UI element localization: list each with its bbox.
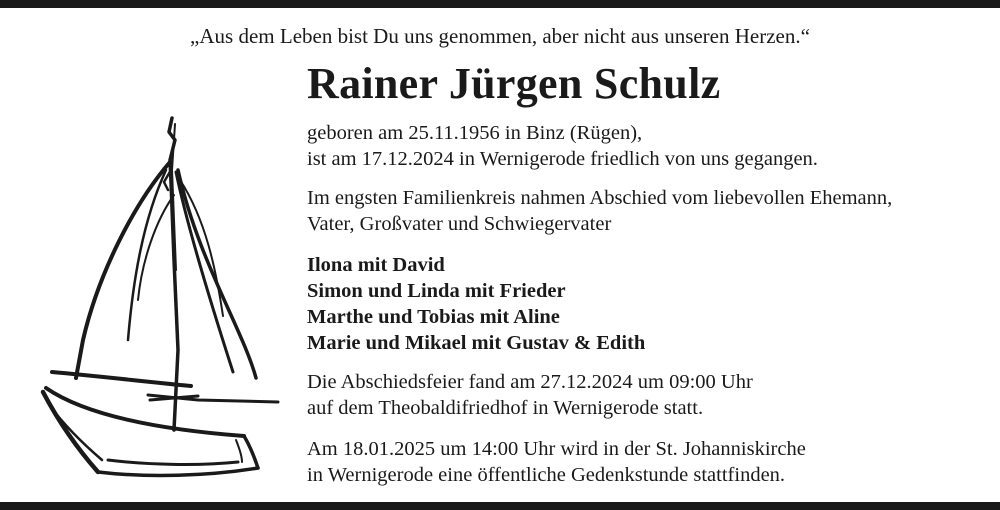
ceremony-line: auf dem Theobaldifriedhof in Wernigerode statt. [307,397,704,419]
mourner-entry: Simon und Linda mit Frieder [307,280,566,302]
ceremony-info [307,369,753,421]
farewell-text [307,185,892,237]
memorial-info [307,436,806,488]
mourners-list [307,252,645,356]
life-dates [307,120,818,172]
memorial-line: Am 18.01.2025 um 14:00 Uhr wird in der St. Johanniskirche [307,438,806,460]
farewell-line: Im engsten Familienkreis nahmen Abschied vom liebevollen Ehemann, [307,187,893,209]
death-line: ist am 17.12.2024 in Wernigerode friedlich von uns gegangen. [307,148,818,170]
sailboat-sketch-icon [38,110,288,485]
birth-line: geboren am 25.11.1956 in Binz (Rügen), [307,122,643,144]
memorial-quote: „Aus dem Leben bist Du uns genommen, aber nicht aus unseren Herzen.“ [190,24,810,48]
mourner-entry: Marie und Mikael mit Gustav & Edith [307,332,646,354]
ceremony-line: Die Abschiedsfeier fand am 27.12.2024 um 09:00 Uhr [307,371,753,393]
deceased-name: Rainer Jürgen Schulz [307,59,721,108]
memorial-line: in Wernigerode eine öffentliche Gedenkstunde stattfinden. [307,464,786,486]
mourner-entry: Ilona mit David [307,254,445,276]
mourner-entry: Marthe und Tobias mit Aline [307,306,560,328]
farewell-line: Vater, Großvater und Schwiegervater [307,213,612,235]
